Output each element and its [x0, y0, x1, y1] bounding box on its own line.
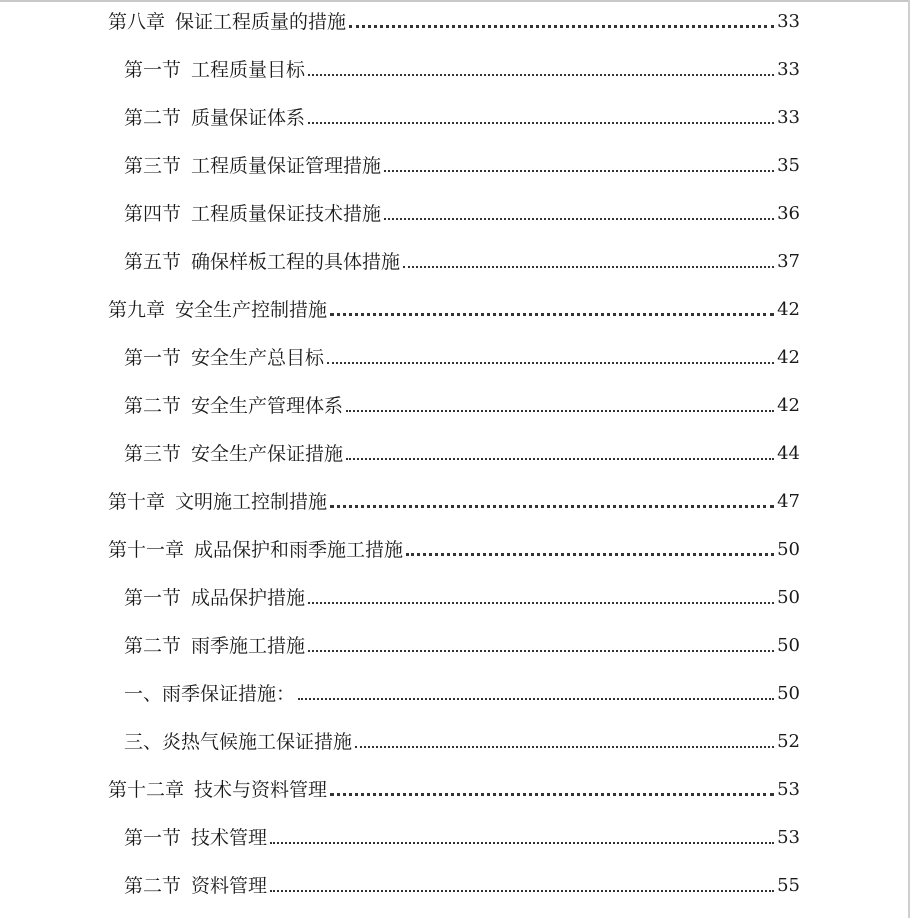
dot-leader: [330, 793, 774, 796]
toc-entry-number: 第二节: [124, 395, 182, 417]
dot-leader: [355, 746, 774, 748]
toc-entry-page-number: 50: [777, 587, 800, 608]
toc-entry-title: 安全生产控制措施: [175, 299, 328, 321]
dot-leader: [346, 410, 774, 412]
dot-leader: [349, 25, 774, 28]
toc-entry-number: 第四节: [124, 203, 182, 225]
toc-entry-page-number: 53: [777, 779, 800, 800]
toc-entry-page-number: 42: [777, 347, 800, 368]
toc-entry-label: [124, 202, 381, 226]
toc-entry-number: 第十一章: [108, 539, 185, 561]
toc-entry-chapter-9[interactable]: [108, 294, 800, 322]
toc-entry-label: [124, 730, 352, 754]
toc-entry-title: 工程质量保证技术措施: [191, 203, 382, 225]
toc-entry-title: 工程质量保证管理措施: [191, 155, 382, 177]
dot-leader: [384, 170, 774, 172]
toc-entry-title: 保证工程质量的措施: [175, 11, 347, 33]
toc-entry-title: 雨季施工措施: [191, 635, 306, 657]
toc-entry-number: 第一节: [124, 587, 182, 609]
toc-entry-label: [108, 490, 327, 514]
toc-entry-number: 第十章: [108, 491, 166, 513]
toc-entry-label: [124, 826, 267, 850]
dot-leader: [308, 650, 774, 652]
toc-entry-section[interactable]: [124, 198, 800, 226]
toc-entry-title: 成品保护和雨季施工措施: [194, 539, 404, 561]
toc-entry-label: [124, 346, 324, 370]
toc-entry-section[interactable]: [124, 342, 800, 370]
dot-leader: [346, 458, 774, 460]
toc-entry-section[interactable]: [124, 582, 800, 610]
toc-entry-page-number: 33: [777, 59, 800, 80]
toc-entry-page-number: 35: [777, 155, 800, 176]
dot-leader: [298, 698, 774, 700]
toc-entry-label: [124, 250, 400, 274]
toc-entry-number: 第九章: [108, 299, 166, 321]
toc-entry-title: 一、雨季保证措施：: [124, 683, 296, 705]
toc-entry-title: 成品保护措施: [191, 587, 306, 609]
toc-entry-section[interactable]: [124, 438, 800, 466]
toc-entry-title: 文明施工控制措施: [175, 491, 328, 513]
toc-entry-page-number: 50: [777, 683, 800, 704]
toc-entry-label: [124, 442, 343, 466]
toc-entry-number: 第二节: [124, 107, 182, 129]
toc-entry-page-number: 52: [777, 731, 800, 752]
toc-entry-label: [108, 298, 327, 322]
toc-entry-page-number: 36: [777, 203, 800, 224]
toc-entry-label: [108, 538, 403, 562]
toc-entry-number: 第八章: [108, 11, 166, 33]
toc-entry-section[interactable]: [124, 870, 800, 898]
toc-entry-chapter-10[interactable]: [108, 486, 800, 514]
toc-entry-page-number: 47: [777, 491, 800, 512]
toc-entry-section[interactable]: [124, 246, 800, 274]
toc-entry-number: 第三节: [124, 155, 182, 177]
toc-entry-title: 技术与资料管理: [194, 779, 328, 801]
toc-entry-page-number: 55: [777, 875, 800, 896]
toc-entry-label: [124, 682, 295, 706]
toc-entry-section[interactable]: [124, 390, 800, 418]
toc-entry-section[interactable]: [124, 54, 800, 82]
toc-entry-number: 第一节: [124, 827, 182, 849]
dot-leader: [384, 218, 774, 220]
toc-entry-title: 资料管理: [191, 875, 268, 897]
toc-entry-number: 第十二章: [108, 779, 185, 801]
toc-entry-title: 安全生产管理体系: [191, 395, 344, 417]
dot-leader: [406, 553, 774, 556]
toc-entry-title: 安全生产总目标: [191, 347, 325, 369]
toc-entry-label: [124, 394, 343, 418]
toc-entry-page-number: 50: [777, 635, 800, 656]
toc-entry-subsection[interactable]: [124, 678, 800, 706]
toc-entry-page-number: 33: [777, 107, 800, 128]
toc-entry-number: 第二节: [124, 875, 182, 897]
toc-entry-number: 第二节: [124, 635, 182, 657]
toc-entry-page-number: 37: [777, 251, 800, 272]
dot-leader: [330, 313, 774, 316]
toc-entry-label: [108, 778, 327, 802]
dot-leader: [308, 74, 774, 76]
toc-entry-label: [124, 58, 305, 82]
toc-entry-title: 技术管理: [191, 827, 268, 849]
dot-leader: [327, 362, 774, 364]
toc-entry-number: 第一节: [124, 59, 182, 81]
toc-entry-label: [124, 634, 305, 658]
toc-entry-page-number: 50: [777, 539, 800, 560]
dot-leader: [403, 266, 774, 268]
toc-entry-section[interactable]: [124, 822, 800, 850]
dot-leader: [270, 890, 774, 892]
toc-entry-title: 质量保证体系: [191, 107, 306, 129]
toc-entry-title: 确保样板工程的具体措施: [191, 251, 401, 273]
toc-entry-chapter-12[interactable]: [108, 774, 800, 802]
toc-entry-number: 第一节: [124, 347, 182, 369]
toc-entry-label: [124, 106, 305, 130]
toc-entry-label: [124, 874, 267, 898]
toc-entry-section[interactable]: [124, 150, 800, 178]
toc-entry-label: [124, 586, 305, 610]
toc-entry-page-number: 42: [777, 299, 800, 320]
dot-leader: [308, 602, 774, 604]
toc-entry-subsection[interactable]: [124, 726, 800, 754]
toc-entry-page-number: 42: [777, 395, 800, 416]
toc-entry-page-number: 33: [777, 11, 800, 32]
toc-entry-title: 安全生产保证措施: [191, 443, 344, 465]
dot-leader: [330, 505, 774, 508]
toc-entry-title: 工程质量目标: [191, 59, 306, 81]
dot-leader: [270, 842, 774, 844]
toc-entry-title: 三、炎热气候施工保证措施: [124, 731, 353, 753]
toc-entry-label: [108, 10, 346, 34]
toc-entry-section[interactable]: [124, 630, 800, 658]
toc-entry-chapter-11[interactable]: [108, 534, 800, 562]
toc-entry-page-number: 53: [777, 827, 800, 848]
toc-entry-section[interactable]: [124, 102, 800, 130]
toc-entry-number: 第三节: [124, 443, 182, 465]
toc-entry-page-number: 44: [777, 443, 800, 464]
toc-entry-label: [124, 154, 381, 178]
dot-leader: [308, 122, 774, 124]
toc-entry-chapter-8[interactable]: [108, 6, 800, 34]
toc-entry-number: 第五节: [124, 251, 182, 273]
